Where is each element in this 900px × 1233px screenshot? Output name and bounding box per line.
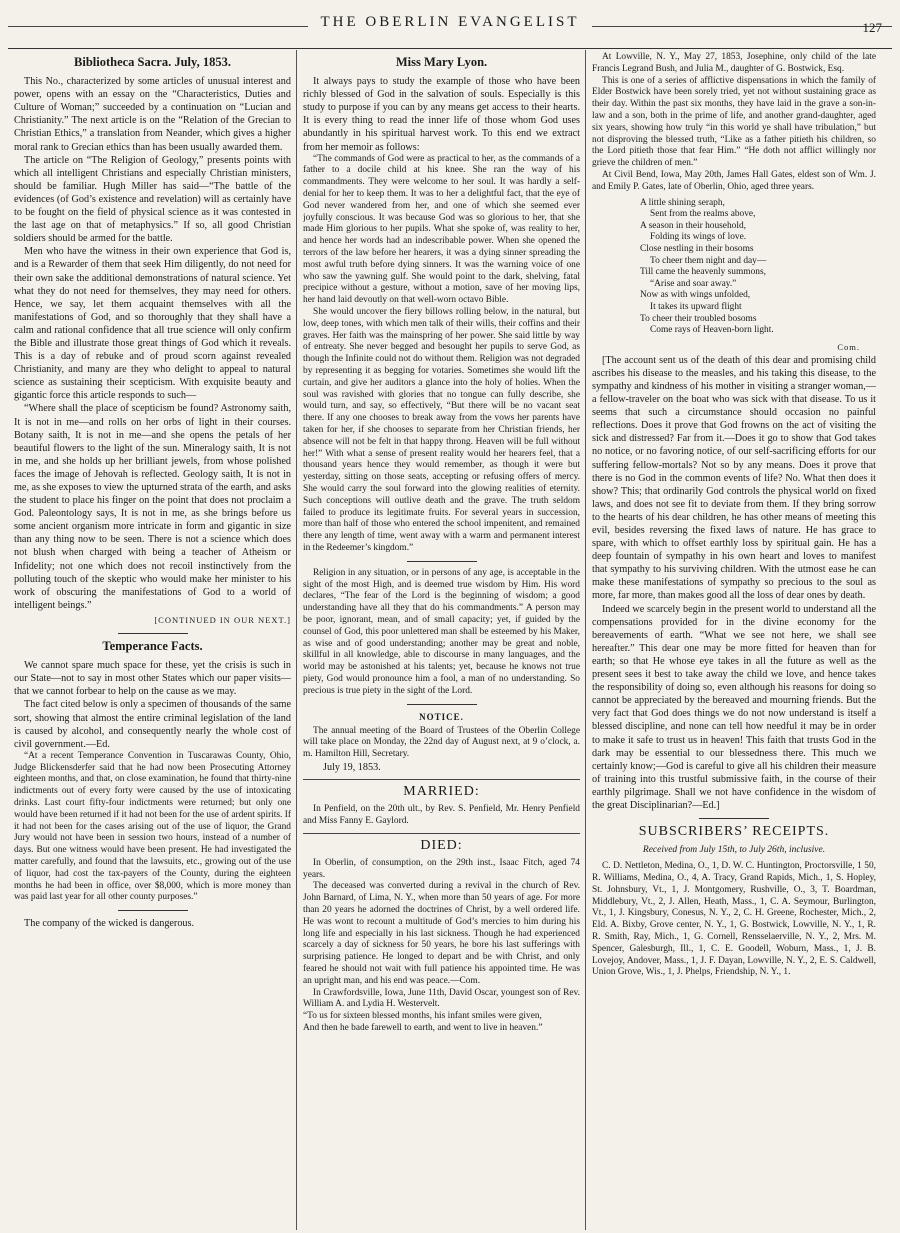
article-title-temperance: Temperance Facts.: [102, 639, 203, 654]
newspaper-title: THE OBERLIN EVANGELIST: [308, 14, 591, 30]
article-paragraph: This No., characterized by some articles of unusual interest and power, opens with an essay on the “Characteristics, Duties and Culture of Woman;” succeeded by a continuation on “Lucian and Christianity.” The next article is on the “Relation of the Grecian to Christian Ethics,” a translation from Neander, which gives a higher moral rank to Grecian ethics than has been usually awarded them.: [14, 76, 291, 153]
poem-line: Close nestling in their bosoms: [640, 243, 754, 254]
separator: [118, 633, 188, 634]
page-number: 127: [862, 20, 882, 35]
poem: [640, 198, 876, 337]
died-verse: And then he bade farewell to earth, and went to live in heaven.”: [303, 1023, 543, 1034]
poem-line: Come rays of Heaven-born light.: [650, 325, 774, 336]
column-divider: [296, 50, 297, 1230]
religion-paragraph: Religion in any situation, or in persons of any age, is acceptable in the sight of the most High, and is deemed true wisdom by Him. His word declares, “The fear of the Lord is the beginning of wisdom; a good understanding have all they that do his commandments.” A person may be poor, ignorant, mean, and of small capacity; yet, if guided by the counsel of God, this poor unlettered man shall be esteemed by his Maker, as wise and of good understanding; another may be great and noble, skillful in all knowledge, able to discourse in many languages, and the world may be astonished at his talents; yet, because he knows not true piety, God would pronounce him a fool, a man of no understanding. So precious is true piety in the sight of the Lord.: [303, 567, 580, 696]
poem-line: It takes its upward flight: [650, 301, 742, 312]
poem-line: A season in their household,: [640, 220, 746, 231]
page-header: [8, 14, 892, 46]
poem-line: A little shining seraph,: [640, 197, 725, 208]
article-paragraph: We cannot spare much space for these, yet the crisis is such in our State—not to say in most other States which our paper visits—that we cannot forbear to help on the cause as we may.: [14, 660, 291, 698]
poem-signature: Com.: [837, 341, 860, 352]
subscribers-list: C. D. Nettleton, Medina, O., 1, D. W. C. Huntington, Proctorsville, 1 50, R. Williams, Medina, O., 4, A. Tracy, Grand Rapids, Mich., 1, S. Hopley, St. Johnsbury, Vt., 1, J. Montgomery, Rushville, O., 3, T. Boardman, Middlebury, Vt., 2, J. Allen, Heath, Mass., 1, C. A. Seymour, Burlington, Vt., 1, J. Kingsbury, Conesus, N. Y., 2, C. H. Greene, Rochester, Mich., 2, Eld. A. Bixby, Grove center, N. Y., 1, G. Bostwick, Lowville, N. Y., 1, R. R. Smith, Ray, Mich., 1, G. Cornell, Rensselaerville, N. Y., 2, Mrs. M. Spencer, Galesburgh, Ill., 1, C. E. Goodell, Woburn, Mass., 1, J. B. Lovejoy, Andover, Mass., 1, J. F. Dayan, Lowville, N. Y., 2, E. S. Caldwell, Union Grove, Wis., 1, J. Phelps, Friendship, N. Y., 1.: [592, 861, 876, 978]
separator: [407, 704, 477, 705]
death-notice: At Lowville, N. Y., May 27, 1853, Josephine, only child of the late Francis Legrand Bush, and Julia M., daughter of G. Bostwick, Esq.: [592, 52, 876, 74]
column-left: [14, 52, 291, 1227]
poem-line: “Arise and soar away.”: [650, 278, 737, 289]
poem-line: To cheer their troubled bosoms: [640, 313, 757, 324]
poem-line: Now as with wings unfolded,: [640, 290, 751, 301]
header-bottom-rule: [8, 48, 892, 49]
column-middle: [303, 52, 580, 1227]
subscribers-heading: SUBSCRIBERS’ RECEIPTS.: [638, 824, 830, 840]
closing-line: The company of the wicked is dangerous.: [24, 918, 195, 930]
subscribers-subheading: Received from July 15th, to July 26th, inclusive.: [642, 845, 826, 856]
section-rule: [303, 779, 580, 780]
section-rule: [303, 833, 580, 834]
article-quote: “The commands of God were as practical to her, as the commands of a father to a docile child at his knee. She ran the way of his commandments. They were welcome to her soul. It was hardly a self-denial for her to keep them. It was to her a delightful fact, that the eye of God never wandered from her, and one of which she seemed ever joyfully conscious. It was because God was so glorious to her, that she made Him glorious to her pupils. What she spoke of, was reality to her, and hence her words had an indescribable power. When she opened the terrors of the law before her hearers, it was a dying sinner spreading the most awful truth before dying sinners. It was the warning voice of one who saw the yawning gulf. She would point to the dark, shelving, fatal precipice without a gesture, without a motion, save of her moving lips, her hand laid devoutly on that well-worn octavo Bible.: [303, 153, 580, 306]
poem-line: To cheer them night and day—: [650, 255, 767, 266]
notice-paragraph: The annual meeting of the Board of Trustees of the Oberlin College will take place on Monday, the 22nd day of August next, at 9 o’clock, a. m. Hamilton Hill, Secretary.: [303, 725, 580, 760]
poem-line: Till came the heavenly summons,: [640, 267, 766, 278]
article-paragraph: It always pays to study the example of those who have been richly blessed of God in the salvation of souls. Especially is this study to purpose if you can by any means get access to their hearts. It is every thing to read the inner life of those whom God uses abundantly in his spiritual harvest work. To this end we extract from her memoir as follows:: [303, 76, 580, 153]
notice-date: July 19, 1853.: [323, 762, 381, 773]
column-right: [592, 52, 876, 1227]
continued-note: [CONTINUED IN OUR NEXT.]: [154, 614, 291, 625]
notice-heading: NOTICE.: [419, 711, 464, 722]
died-verse: “To us for sixteen blessed months, his infant smiles were given,: [303, 1011, 542, 1022]
died-paragraph: In Crawfordsville, Iowa, June 11th, David Oscar, youngest son of Rev. William A. and Lydia H. Westervelt.: [303, 987, 580, 1010]
column-divider: [585, 50, 586, 1230]
article-quote: “At a recent Temperance Convention in Tuscarawas County, Ohio, Judge Blickensderfer said that he had now been Prosecuting Attorney eighteen months, and that, on close examination, he found that thirty-nine indictments out of every forty were caused by the use of intoxicating drinks. Last court fifty-four indictments were returned; but only one would have been returned if it had not been for the use of ardent spirits. If it had not been for the cases arising out of the use of liquor, the Grand Jury would not have been in session two hours, instead of a number of days. But one witness would have been present. He had investigated the matter carefully, and found that the lawsuits, etc., growing out of the use of liquor, had cost the tax-payers of the County, during the eighteen months he had been in office, over $8,000, which is more money than was paid last year for all other county purposes.”: [14, 750, 291, 903]
editor-paragraph: Indeed we scarcely begin in the present world to understand all the compensations provided for in the divine economy for the bereavements of earth. “What we see not here, we shall see hereafter.” This dear one may be more fitted for heaven than for earth; so that He whose eye takes in all the future as well as the present sees it best to take away the child we love, and hence takes the responsibility of doing so, even although his reasons for doing so cannot be appreciated by the bereaved and mourning friends. But the very fact that God does things we do not now understand is itself a blessed discipline, and none can tell how needful it may be in order to make it safe to trust us in heaven! This faith that trusts God in the dark may be essential to our blessedness there. This much we certainly know;—God is careful to give all his children their measure of training into this trustful submissive faith, in the course of their earthly pilgrimage. Shall we not have confidence in the wisdom of the great Disciplinarian?—Ed.]: [592, 603, 876, 811]
affliction-paragraph: This is one of a series of afflictive dispensations in which the family of Elder Bostwick have been sorely tried, yet not without sustaining grace as their day. Within the past six months, they have laid in the grave a son-in-law and a son, both in the prime of life, and another grand-daughter, aged six years, showing how truly “in this world ye shall have tribulation,” but not disproving the blessed truth, “Like as a father pitieth his children, so the Lord pitieth those that fear Him.” “He doth not afflict willingly nor grieve the children of men.”: [592, 75, 876, 169]
article-quote: “Where shall the place of scepticism be found? Astronomy saith, It is not in me—and rolls on her orbs of light in their courses. Botany saith, It is not in me—and she opens the petals of her beautiful flowers to the light of the sun. Mineralogy saith, It is not in me, and she holds up her brilliant jewels, from whose polished faces the image of Jehovah is reflected. Geology saith, It is not in me, as she exposes to view the upturned strata of the earth, and asks the student to place his finger on the point that does not proclaim a God. Paleontology says, It is not in me, as she brings before us some ancient organism more intricate in form and gigantic in size than any thing now to be seen. There is not a science which does not blush when charged with being a teacher of Atheism or Infidelity; not one which does not recoil instinctively from the polluting touch of the skeptic who would make her minister to his work of obscuring the manifestations of God to a world of intelligent beings.”: [14, 403, 291, 611]
article-quote: She would uncover the fiery billows rolling below, in the natural, but low, deep tones, with which men talk of their wills, their coffins and their graves. Her faith was the mainspring of her power. She said little by way of entreaty. She never begged and besought her pupils to serve God, as though the Infinite could not do without them. Religion was not degraded by representing it as begging for votaries. Sometimes she would lift the curtain, and give her auditors a glance into the holy of holies. When the soul was ravished with glories that no tongue can fully describe, she would turn, and say, so effectively, “But there will be no vacant seat there. If any one chooses to break away from the vows her parents have taken for her, if she chooses to separate from her Christian friends, her absence will not be felt in that happy throng. Heaven will be full without her!” With what a sense of present reality would her hearers feel, that a thousand years hence they would remember, as though it were but yesterday, sitting on those seats, accepting or refusing offers of mercy. She would carry the soul forward into the glowing realities of eternity. Such conceptions will outlive death and the grave. The truth seldom failed to produce its legitimate fruits. For several years in succession, more than half of those who entered the school impenitent, and remained there any length of time, went away with a warm and permanent interest in the Redeemer’s kingdom.”: [303, 307, 580, 553]
article-title-mary-lyon: Miss Mary Lyon.: [395, 55, 488, 69]
article-title-bibliotheca: Bibliotheca Sacra. July, 1853.: [74, 55, 231, 69]
article-paragraph: Men who have the witness in their own experience that God is, and is a Rewarder of them that seek Him diligently, do not need for their own sake the additional demonstrations of natural science. Yet what they do not need for themselves, they may need for others. Hence, we say, let them acquaint themselves with all the manifestations of God, and so thoroughly that they shall have a calm and rational confidence that all true science will only confirm the Bible and illustrate those great things of God which it reveals. This is a day of rebuke and of proud scorn against revealed Christianity, and many are they who delight to appeal to natural science as sustaining their scepticism. With exquisite beauty and gigantic force this article responds to such—: [14, 246, 291, 402]
poem-line: Folding its wings of love.: [650, 232, 747, 243]
poem-line: Sent from the realms above,: [650, 209, 756, 220]
died-heading: DIED:: [420, 837, 463, 853]
separator: [407, 561, 477, 562]
separator: [118, 910, 188, 911]
editor-paragraph: [The account sent us of the death of this dear and promising child ascribes his disease to the measles, and his taking this disease, to the sympathy and kindness of his mother in visiting a stranger woman,—a fellow-traveler on the boat who was sick with that disease. To us it seems that such a circumstance should occasion no painful reflections. Does it prove that God frowns on the act of visiting the sick and distressed? Far from it.—Does it go to show that God takes no notice, or no favoring notice, of our self-sacrificing efforts for our suffering fellow-mortals? Not so by any means. Does it prove that there is no God in the common events of life? No. What then does it show? This; that ordinarily God controls the physical world on fixed laws, and does not see fit to deviate from them. If they bring sorrow to the hearts of his dear children, he has other means of meeting this evil, besides reversing the fixed laws of nature. He has grace to spare, with which to offset earthly loss by spiritual gain. He has a deep fountain of sympathy in his own heart and loves to manifest that sympathy to his surviving children. With the utmost ease he can make these manifestations of sympathy so precious to the soul as more, far more, than makes good all the loss of dear ones by death.: [592, 354, 876, 602]
died-paragraph: In Oberlin, of consumption, on the 29th inst., Isaac Fitch, aged 74 years.: [303, 857, 580, 880]
died-paragraph: The deceased was converted during a revival in the church of Rev. John Barnard, of Lima, N. Y., when more than 50 years of age. For more than 20 years he adorned the doctrines of Christ, by a well ordered life. He was wont to recount a multitude of God’s mercies to him during his long life and especially in his last sickness. Though he had experienced scarcely a day of sickness for 50 years, he bore his last sufferings with surprising patience. He longed to depart and be with Christ, and only feared he should not wait with full patience his appointed time. He was an upright man, and his end was peace.—Com.: [303, 881, 580, 986]
married-heading: MARRIED:: [403, 784, 480, 800]
article-paragraph: The article on “The Religion of Geology,” presents points with which all intelligent Christians and especially Christian ministers, should be familiar. Hugh Miller has said—“The battle of the evidences (of God’s existence and revelation) will as certainly have to be fought on the field of physical science as it was contested in the last age on that of metaphysics.” If so, all good Christian soldiers should be armed for the battle.: [14, 154, 291, 245]
separator: [699, 818, 769, 819]
married-paragraph: In Penfield, on the 20th ult., by Rev. S. Penfield, Mr. Henry Penfield and Miss Fanny E. Gaylord.: [303, 804, 580, 826]
article-paragraph: The fact cited below is only a specimen of thousands of the same sort, showing that almost the entire criminal legislation of the land is caused by alcohol, and consequently nearly the whole cost of civil government.—Ed.: [14, 699, 291, 750]
death-notice: At Civil Bend, Iowa, May 20th, James Hall Gates, eldest son of Wm. J. and Emily P. Gates, late of Oberlin, Ohio, aged three years.: [592, 169, 876, 192]
